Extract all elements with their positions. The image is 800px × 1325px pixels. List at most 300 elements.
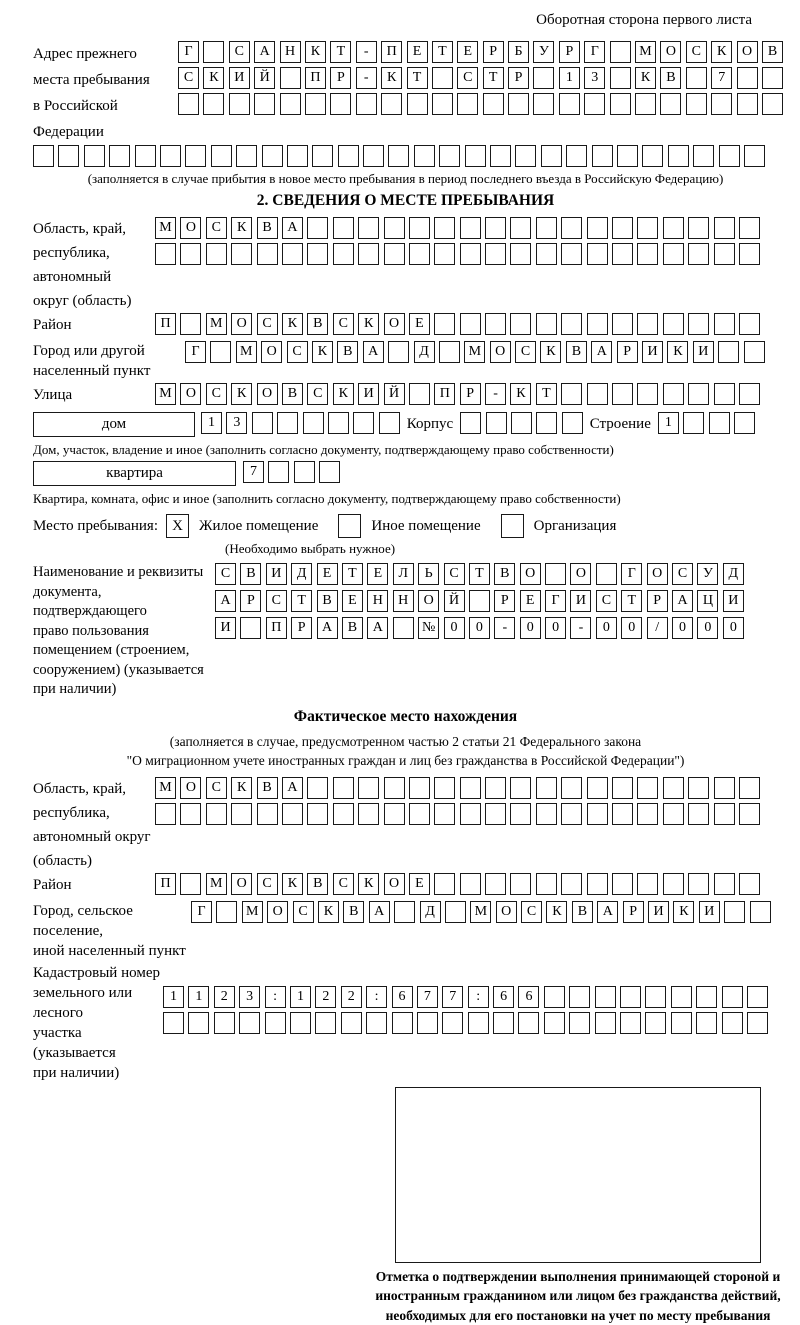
char-box	[409, 777, 430, 799]
char-box: Т	[291, 590, 312, 612]
char-box	[135, 145, 156, 167]
city-label: Город или другой населенный пункт	[33, 341, 185, 381]
char-box	[536, 243, 557, 265]
district-cells	[155, 313, 760, 335]
char-box	[561, 777, 582, 799]
char-box	[612, 383, 633, 405]
char-box: С	[257, 313, 278, 335]
char-box	[718, 341, 739, 363]
char-box: П	[434, 383, 455, 405]
prev-address-row-3	[178, 93, 783, 115]
char-box: О	[180, 217, 201, 239]
char-box	[439, 145, 460, 167]
char-box	[645, 1012, 666, 1034]
char-box	[414, 145, 435, 167]
char-box	[686, 93, 707, 115]
char-box	[84, 145, 105, 167]
char-box	[762, 67, 783, 89]
char-box	[358, 243, 379, 265]
char-box: 6	[518, 986, 539, 1008]
char-box	[409, 803, 430, 825]
char-box	[734, 412, 755, 434]
char-box	[434, 217, 455, 239]
char-box	[510, 777, 531, 799]
char-box: У	[697, 563, 718, 585]
char-box: М	[470, 901, 491, 923]
char-box: С	[521, 901, 542, 923]
char-box	[584, 93, 605, 115]
char-box: -	[494, 617, 515, 639]
city-cells	[185, 341, 765, 363]
char-box	[442, 1012, 463, 1034]
prev-address-row-2	[178, 67, 783, 89]
stay-option-checkbox-inoe	[338, 514, 361, 538]
char-box	[485, 803, 506, 825]
char-box: Т	[330, 41, 351, 63]
char-box	[724, 901, 745, 923]
char-box: -	[356, 67, 377, 89]
char-box	[587, 803, 608, 825]
char-box: С	[457, 67, 478, 89]
char-box	[206, 243, 227, 265]
char-box	[739, 243, 760, 265]
char-box	[587, 313, 608, 335]
char-box: Г	[185, 341, 206, 363]
char-box: А	[254, 41, 275, 63]
char-box: В	[572, 901, 593, 923]
char-box	[510, 217, 531, 239]
char-box: У	[533, 41, 554, 63]
house-row	[33, 412, 778, 438]
char-box: М	[635, 41, 656, 63]
char-box: А	[369, 901, 390, 923]
char-box: 0	[596, 617, 617, 639]
char-box	[185, 145, 206, 167]
stay-type-label: Место пребывания:	[33, 518, 158, 535]
char-box: А	[672, 590, 693, 612]
char-box	[612, 803, 633, 825]
char-box: 7	[417, 986, 438, 1008]
char-box	[388, 145, 409, 167]
char-box	[58, 145, 79, 167]
char-box	[388, 341, 409, 363]
char-box: О	[647, 563, 668, 585]
actual-district-cells	[155, 873, 760, 895]
char-box	[206, 803, 227, 825]
char-box	[688, 777, 709, 799]
char-box	[612, 873, 633, 895]
char-box	[252, 412, 273, 434]
char-box	[561, 803, 582, 825]
char-box: Т	[621, 590, 642, 612]
char-box: 1	[559, 67, 580, 89]
char-box: И	[693, 341, 714, 363]
char-box: И	[229, 67, 250, 89]
char-box: М	[464, 341, 485, 363]
char-box	[216, 901, 237, 923]
actual-city-row	[33, 901, 778, 961]
char-box: П	[155, 313, 176, 335]
char-box: А	[367, 617, 388, 639]
char-box	[366, 1012, 387, 1034]
char-box: С	[215, 563, 236, 585]
char-box: О	[261, 341, 282, 363]
char-box: :	[468, 986, 489, 1008]
char-box	[660, 93, 681, 115]
prev-address-label: Адрес прежнего места пребывания в Российской Федерации	[33, 41, 178, 145]
char-box: С	[206, 383, 227, 405]
char-box	[762, 93, 783, 115]
char-box	[612, 313, 633, 335]
char-box: Г	[621, 563, 642, 585]
char-box: В	[660, 67, 681, 89]
char-box: К	[635, 67, 656, 89]
char-box: 6	[392, 986, 413, 1008]
char-box	[392, 1012, 413, 1034]
char-box	[595, 986, 616, 1008]
korpus-cells	[460, 412, 583, 434]
char-box: К	[282, 313, 303, 335]
char-box: Т	[432, 41, 453, 63]
char-box: -	[485, 383, 506, 405]
char-box	[434, 313, 455, 335]
char-box: К	[667, 341, 688, 363]
char-box: Ь	[418, 563, 439, 585]
prev-address-block	[33, 41, 778, 145]
char-box	[545, 563, 566, 585]
char-box	[282, 243, 303, 265]
apartment-caption: Квартира, комната, офис и иное (заполнить согласно документу, подтверждающему право собственности)	[33, 491, 778, 507]
region-rows	[155, 217, 760, 269]
char-box	[257, 803, 278, 825]
char-box: С	[257, 873, 278, 895]
char-box	[493, 1012, 514, 1034]
char-box	[686, 67, 707, 89]
char-box: П	[155, 873, 176, 895]
cadastral-label: Кадастровый номер земельного или лесного участка (указывается при наличии)	[33, 963, 163, 1083]
actual-district-label: Район	[33, 873, 155, 897]
char-box	[180, 243, 201, 265]
char-box	[330, 93, 351, 115]
house-caption: Дом, участок, владение и иное (заполнить согласно документу, подтверждающему право собственности)	[33, 442, 778, 458]
char-box: 7	[442, 986, 463, 1008]
char-box	[510, 873, 531, 895]
char-box	[393, 617, 414, 639]
char-box	[287, 145, 308, 167]
char-box: К	[231, 383, 252, 405]
char-box	[231, 803, 252, 825]
char-box	[561, 313, 582, 335]
char-box: С	[307, 383, 328, 405]
char-box: С	[444, 563, 465, 585]
char-box: К	[381, 67, 402, 89]
char-box: О	[180, 383, 201, 405]
char-box: Н	[280, 41, 301, 63]
char-box	[485, 777, 506, 799]
char-box	[714, 313, 735, 335]
char-box: О	[384, 313, 405, 335]
char-box	[282, 803, 303, 825]
region-block	[33, 217, 778, 313]
char-box: Р	[508, 67, 529, 89]
char-box	[610, 93, 631, 115]
char-box	[518, 1012, 539, 1034]
char-box	[536, 873, 557, 895]
char-box: М	[155, 383, 176, 405]
document-row-2	[215, 590, 744, 612]
char-box	[460, 243, 481, 265]
char-box	[163, 1012, 184, 1034]
apartment-cells	[243, 461, 340, 483]
char-box	[561, 873, 582, 895]
char-box	[203, 93, 224, 115]
char-box: Е	[409, 873, 430, 895]
char-box: 1	[188, 986, 209, 1008]
char-box: О	[231, 313, 252, 335]
char-box: К	[358, 313, 379, 335]
char-box	[178, 93, 199, 115]
char-box: 3	[584, 67, 605, 89]
char-box: Г	[178, 41, 199, 63]
char-box: Ц	[697, 590, 718, 612]
char-box	[485, 873, 506, 895]
char-box	[294, 461, 315, 483]
char-box	[739, 873, 760, 895]
char-box	[635, 93, 656, 115]
char-box: 0	[545, 617, 566, 639]
char-box	[338, 145, 359, 167]
char-box	[307, 777, 328, 799]
char-box: М	[236, 341, 257, 363]
actual-region-rows	[155, 777, 760, 829]
char-box	[358, 777, 379, 799]
actual-location-note-1: (заполняется в случае, предусмотренном частью 2 статьи 21 Федерального закона	[33, 732, 778, 751]
char-box: С	[596, 590, 617, 612]
char-box	[719, 145, 740, 167]
char-box: К	[540, 341, 561, 363]
char-box	[714, 217, 735, 239]
char-box	[612, 777, 633, 799]
char-box: В	[282, 383, 303, 405]
char-box	[714, 383, 735, 405]
char-box	[645, 986, 666, 1008]
char-box	[747, 1012, 768, 1034]
cadastral-block	[33, 963, 778, 1083]
korpus-label: Корпус	[407, 412, 453, 437]
char-box	[460, 412, 481, 434]
char-box: 2	[341, 986, 362, 1008]
char-box	[610, 67, 631, 89]
char-box	[587, 243, 608, 265]
char-box	[460, 777, 481, 799]
char-box: И	[642, 341, 663, 363]
char-box	[663, 243, 684, 265]
house-field-box: дом	[33, 412, 195, 437]
char-box	[511, 412, 532, 434]
char-box: О	[737, 41, 758, 63]
char-box: П	[381, 41, 402, 63]
char-box: Е	[317, 563, 338, 585]
char-box: К	[203, 67, 224, 89]
char-box: Р	[617, 341, 638, 363]
char-box	[750, 901, 771, 923]
char-box	[328, 412, 349, 434]
char-box	[688, 243, 709, 265]
char-box	[214, 1012, 235, 1034]
char-box: М	[155, 777, 176, 799]
street-row	[33, 383, 778, 409]
char-box: С	[333, 873, 354, 895]
char-box	[460, 217, 481, 239]
house-number-cells	[201, 412, 400, 434]
char-box	[566, 145, 587, 167]
apartment-field-box: квартира	[33, 461, 236, 486]
char-box	[257, 243, 278, 265]
char-box: О	[384, 873, 405, 895]
char-box	[490, 145, 511, 167]
char-box	[709, 412, 730, 434]
char-box: 0	[444, 617, 465, 639]
char-box	[211, 145, 232, 167]
actual-district-row	[33, 873, 778, 899]
char-box	[562, 412, 583, 434]
char-box: О	[496, 901, 517, 923]
char-box: 0	[520, 617, 541, 639]
district-row	[33, 313, 778, 339]
char-box	[747, 986, 768, 1008]
char-box	[407, 93, 428, 115]
char-box	[612, 243, 633, 265]
char-box	[439, 341, 460, 363]
char-box: К	[231, 777, 252, 799]
char-box	[714, 243, 735, 265]
char-box	[240, 617, 261, 639]
char-box: С	[515, 341, 536, 363]
char-box	[384, 217, 405, 239]
char-box	[236, 145, 257, 167]
char-box	[737, 93, 758, 115]
char-box	[277, 412, 298, 434]
char-box: 2	[315, 986, 336, 1008]
actual-location-title: Фактическое место нахождения	[33, 708, 778, 726]
char-box: Р	[623, 901, 644, 923]
char-box: 7	[711, 67, 732, 89]
char-box	[536, 803, 557, 825]
char-box: А	[597, 901, 618, 923]
char-box: 0	[723, 617, 744, 639]
char-box: И	[699, 901, 720, 923]
char-box	[468, 1012, 489, 1034]
char-box	[384, 777, 405, 799]
char-box	[637, 777, 658, 799]
char-box: В	[257, 777, 278, 799]
char-box	[231, 243, 252, 265]
char-box: Д	[291, 563, 312, 585]
char-box	[688, 217, 709, 239]
char-box	[180, 873, 201, 895]
char-box: К	[673, 901, 694, 923]
char-box: Б	[508, 41, 529, 63]
page-side-note: Оборотная сторона первого листа	[33, 12, 752, 29]
stamp-caption: Отметка о подтверждении выполнения принимающей стороной и иностранным гражданином или лицом без гражданства действий, необходимых для его постановки на учет по месту пребывания	[368, 1267, 788, 1325]
char-box	[587, 383, 608, 405]
char-box: С	[672, 563, 693, 585]
char-box	[358, 803, 379, 825]
char-box	[33, 145, 54, 167]
char-box: Д	[723, 563, 744, 585]
char-box	[312, 145, 333, 167]
char-box	[333, 243, 354, 265]
char-box	[485, 217, 506, 239]
char-box	[341, 1012, 362, 1034]
char-box: 0	[672, 617, 693, 639]
char-box	[160, 145, 181, 167]
char-box: К	[333, 383, 354, 405]
char-box	[333, 217, 354, 239]
char-box: 6	[493, 986, 514, 1008]
char-box	[155, 243, 176, 265]
char-box	[744, 145, 765, 167]
char-box	[544, 1012, 565, 1034]
char-box	[307, 803, 328, 825]
char-box	[744, 341, 765, 363]
char-box	[409, 383, 430, 405]
char-box: М	[206, 873, 227, 895]
region-label: Область, край, республика, автономный округ (область)	[33, 217, 155, 313]
district-label: Район	[33, 313, 155, 337]
stamp-box	[395, 1087, 761, 1263]
char-box	[696, 986, 717, 1008]
char-box: К	[711, 41, 732, 63]
char-box	[722, 1012, 743, 1034]
char-box	[637, 217, 658, 239]
char-box: Е	[457, 41, 478, 63]
char-box	[595, 1012, 616, 1034]
char-box	[280, 93, 301, 115]
char-box: 7	[243, 461, 264, 483]
char-box	[485, 243, 506, 265]
char-box	[280, 67, 301, 89]
char-box: 1	[290, 986, 311, 1008]
char-box	[688, 873, 709, 895]
region-row-1	[155, 217, 760, 239]
char-box	[587, 873, 608, 895]
char-box: Т	[483, 67, 504, 89]
char-box: К	[510, 383, 531, 405]
char-box	[409, 217, 430, 239]
stroenie-label: Строение	[590, 412, 651, 437]
char-box	[592, 145, 613, 167]
char-box	[203, 41, 224, 63]
char-box: 1	[658, 412, 679, 434]
char-box: К	[312, 341, 333, 363]
char-box: И	[570, 590, 591, 612]
char-box	[394, 901, 415, 923]
char-box	[319, 461, 340, 483]
char-box: А	[282, 777, 303, 799]
char-box	[188, 1012, 209, 1034]
char-box	[315, 1012, 336, 1034]
prev-address-rows	[178, 41, 783, 119]
char-box: Е	[342, 590, 363, 612]
char-box: Л	[393, 563, 414, 585]
char-box: 3	[239, 986, 260, 1008]
char-box	[671, 986, 692, 1008]
char-box: О	[490, 341, 511, 363]
char-box: В	[317, 590, 338, 612]
char-box: П	[305, 67, 326, 89]
char-box	[210, 341, 231, 363]
